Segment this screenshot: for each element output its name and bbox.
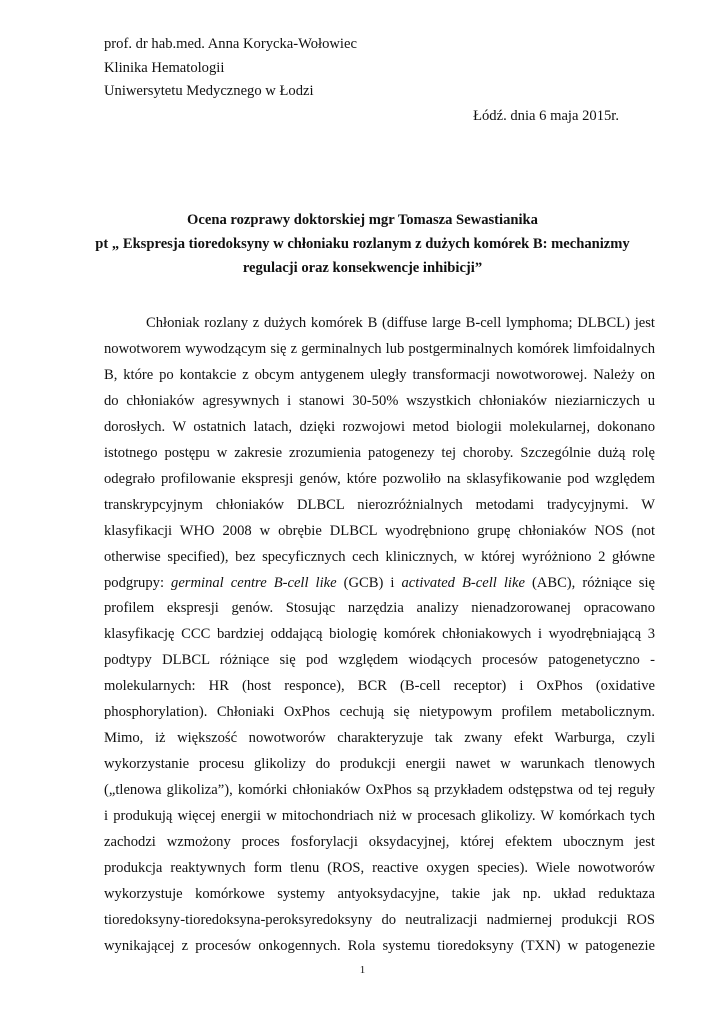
body-line: transkrypcyjnym chłoniaków DLBCL nierozróżnialnych metodami tradycyjnymi. W	[104, 496, 655, 513]
body-text	[104, 311, 655, 960]
body-line: Mimo, iż większość nowotworów charakteryzuje tak zwany efekt Warburga, czyli	[104, 730, 655, 747]
body-line: dorosłych. W ostatnich latach, dzięki rozwojowi metod biologii molekularnej, dokonano	[104, 418, 655, 435]
body-line: nowotworem wywodzącym się z germinalnych lub postgerminalnych komórek limfoidalnych	[104, 340, 655, 357]
review-title	[70, 208, 655, 280]
body-line: klasyfikację CCC bardziej oddającą biologię komórek chłoniakowych i wyodrębniającą 3	[104, 626, 655, 643]
body-line: do chłoniaków agresywnych i stanowi 30-50% wszystkich chłoniaków nieziarniczych u	[104, 392, 655, 409]
letter-date: Łódź. dnia 6 maja 2015r.	[473, 108, 619, 124]
page-number: 1	[359, 964, 366, 976]
body-line: otherwise specified), bez specyficznych cech klinicznych, w której wyróżniono 2 główne	[104, 548, 655, 565]
body-line: zachodzi wzmożony proces fosforylacji oksydacyjnej, której efektem ubocznym jest	[104, 834, 655, 851]
body-line: wykorzystuje komórkowe systemy antyoksydacyjne, takie jak np. układ reduktaza	[104, 885, 655, 902]
body-line: profilem ekspresji genów. Stosując narzędzia analizy nienadzorowanej opracowano	[104, 600, 655, 617]
sender-department: Klinika Hematologii	[104, 59, 225, 76]
body-line: produkcja reaktywnych form tlenu (ROS, reactive oxygen species). Wiele nowotworów	[104, 860, 655, 877]
sender-university: Uniwersytetu Medycznego w Łodzi	[104, 83, 314, 99]
body-line: wynikającej z procesów onkogennych. Rola systemu tioredoksyny (TXN) w patogenezie	[104, 937, 655, 954]
sender-name: prof. dr hab.med. Anna Korycka-Wołowiec	[104, 36, 357, 52]
body-line: istotnego postępu w zakresie zrozumienia patogenezy tej choroby. Szczególnie dużą rolę	[104, 444, 655, 461]
body-line: podtypy DLBCL różniące się pod względem wiodących procesów patogenetyczno -	[104, 652, 655, 669]
body-line: odegrało profilowanie ekspresji genów, które pozwoliło na sklasyfikowanie pod względem	[104, 470, 655, 487]
italic-term: germinal centre B-cell like	[171, 574, 337, 591]
title-line: Ocena rozprawy doktorskiej mgr Tomasza Sewastianika	[187, 212, 538, 228]
italic-term: activated B-cell like	[401, 574, 525, 591]
body-line: phosphorylation). Chłoniaki OxPhos cechują się nietypowym profilem metabolicznym.	[104, 704, 655, 721]
title-line: pt „ Ekspresja tioredoksyny w chłoniaku rozlanym z dużych komórek B: mechanizmy	[95, 236, 630, 252]
body-line: B, które po kontakcie z obcym antygenem uległy transformacji nowotworowej. Należy on	[104, 366, 655, 383]
body-line: Chłoniak rozlany z dużych komórek B (diffuse large B-cell lymphoma; DLBCL) jest	[146, 315, 655, 331]
title-line: regulacji oraz konsekwencje inhibicji”	[242, 260, 483, 276]
sender-block	[104, 33, 357, 104]
body-line: i produkują więcej energii w mitochondriach niż w procesach glikolizy. W komórkach tych	[104, 808, 655, 825]
body-line: wykorzystanie procesu glikolizy do produkcji energii nawet w warunkach tlenowych	[104, 756, 655, 773]
body-line: molekularnych: HR (host responce), BCR (B-cell receptor) i OxPhos (oxidative	[104, 678, 655, 695]
body-line: („tlenowa glikoliza”), komórki chłoniaków OxPhos są przykładem odstępstwa od tej reguły	[104, 782, 655, 799]
body-line: tioredoksyny-tioredoksyna-peroksyredoksyny do neutralizacji nadmiernej produkcji ROS	[104, 911, 655, 928]
body-line: klasyfikacji WHO 2008 w obrębie DLBCL wyodrębniono grupę chłoniaków NOS (not	[104, 522, 655, 539]
body-line: podgrupy: germinal centre B-cell like (GCB) i activated B-cell like (ABC), różniące się	[104, 574, 655, 591]
